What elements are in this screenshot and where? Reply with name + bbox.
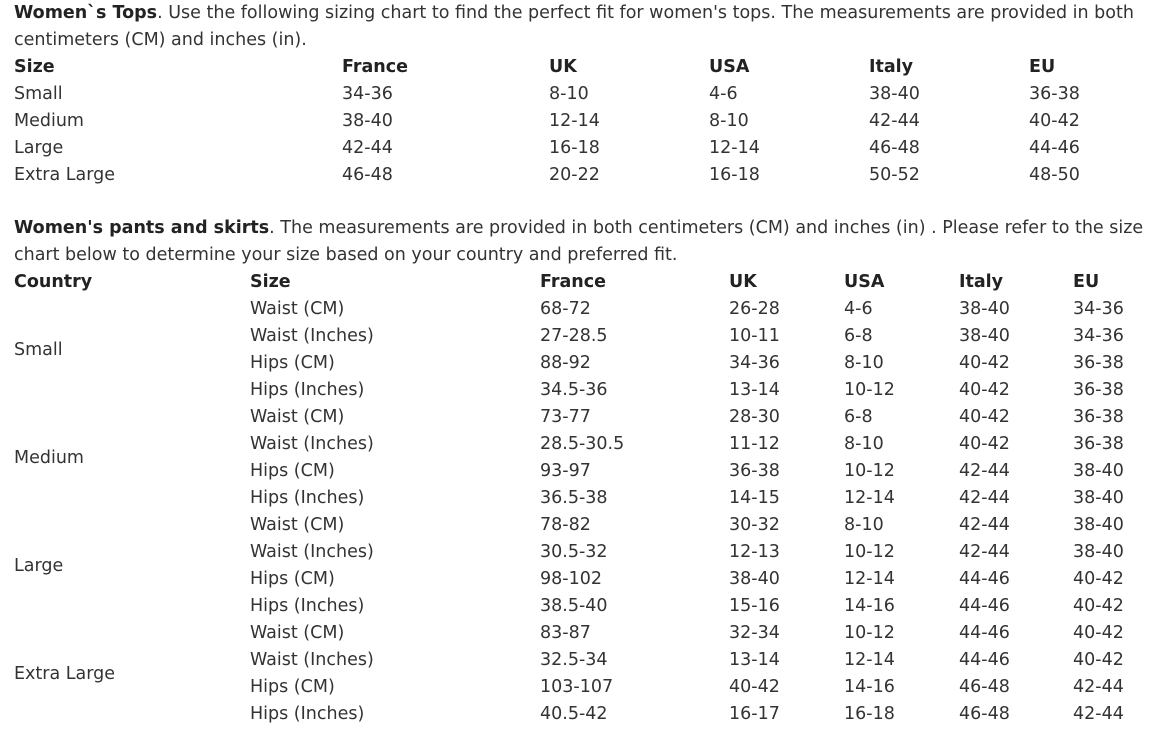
cell-eu: 38-40 [1073,461,1124,481]
cell-eu: 36-38 [1073,407,1124,427]
tops-intro [14,0,1154,54]
cell-italy: 46-48 [959,704,1010,724]
cell-eu: 48-50 [1029,165,1080,185]
cell-uk: 28-30 [729,407,780,427]
cell-italy: 50-52 [869,165,920,185]
cell-uk: 11-12 [729,434,780,454]
header-size: Size [250,272,291,292]
cell-eu: 34-36 [1073,326,1124,346]
cell-usa: 6-8 [844,407,873,427]
cell-france: 83-87 [540,623,591,643]
cell-france: 88-92 [540,353,591,373]
table-row [14,81,1170,108]
cell-usa: 6-8 [844,326,873,346]
cell-country: Small [14,339,63,360]
cell-country: Medium [14,447,84,468]
cell-uk: 20-22 [549,165,600,185]
cell-usa: 12-14 [844,488,895,508]
cell-size: Waist (CM) [250,407,345,427]
header-usa: USA [709,57,750,77]
cell-uk: 38-40 [729,569,780,589]
cell-eu: 40-42 [1073,650,1124,670]
cell-usa: 8-10 [709,111,749,131]
cell-uk: 34-36 [729,353,780,373]
header-size: Size [14,57,55,77]
cell-eu: 40-42 [1073,596,1124,616]
header-uk: UK [549,57,577,77]
cell-size: Hips (Inches) [250,380,365,400]
cell-usa: 12-14 [844,569,895,589]
pants-size-table [14,269,1170,728]
cell-eu: 36-38 [1073,353,1124,373]
cell-eu: 36-38 [1029,84,1080,104]
cell-italy: 38-40 [959,299,1010,319]
table-row [14,108,1170,135]
cell-eu: 40-42 [1073,623,1124,643]
cell-italy: 40-42 [959,353,1010,373]
cell-size: Medium [14,111,84,131]
cell-italy: 42-44 [959,461,1010,481]
cell-france: 38-40 [342,111,393,131]
cell-size: Waist (CM) [250,623,345,643]
cell-size: Waist (Inches) [250,434,374,454]
cell-usa: 12-14 [709,138,760,158]
header-france: France [342,57,408,77]
cell-uk: 12-13 [729,542,780,562]
cell-france: 78-82 [540,515,591,535]
cell-uk: 30-32 [729,515,780,535]
table-row [14,135,1170,162]
cell-country: Large [14,555,64,576]
cell-france: 46-48 [342,165,393,185]
cell-uk: 15-16 [729,596,780,616]
cell-uk: 13-14 [729,650,780,670]
cell-france: 34.5-36 [540,380,608,400]
cell-usa: 14-16 [844,596,895,616]
cell-size: Hips (CM) [250,677,335,697]
cell-usa: 10-12 [844,380,895,400]
cell-france: 36.5-38 [540,488,608,508]
cell-size: Hips (Inches) [250,488,365,508]
header-france: France [540,272,606,292]
cell-france: 32.5-34 [540,650,608,670]
cell-eu: 38-40 [1073,542,1124,562]
cell-usa: 4-6 [844,299,873,319]
pants-description: . The measurements are provided in both centimeters (CM) and inches (in) . Please refer to the size chart below to determine your size based on your country and preferred fit. [14,218,1144,265]
cell-eu: 44-46 [1029,138,1080,158]
cell-eu: 40-42 [1073,569,1124,589]
cell-uk: 14-15 [729,488,780,508]
cell-italy: 46-48 [959,677,1010,697]
cell-size: Waist (CM) [250,515,345,535]
cell-size: Hips (Inches) [250,704,365,724]
cell-france: 68-72 [540,299,591,319]
cell-usa: 8-10 [844,434,884,454]
tops-description: . Use the following sizing chart to find the perfect fit for women's tops. The measurements are provided in both centimeters (CM) and inches (in). [14,3,1134,50]
cell-eu: 38-40 [1073,488,1124,508]
cell-usa: 10-12 [844,542,895,562]
cell-italy: 40-42 [959,380,1010,400]
cell-france: 93-97 [540,461,591,481]
cell-italy: 44-46 [959,650,1010,670]
pants-intro [14,215,1154,269]
cell-eu: 36-38 [1073,380,1124,400]
cell-uk: 40-42 [729,677,780,697]
cell-uk: 16-17 [729,704,780,724]
header-usa: USA [844,272,885,292]
cell-eu: 42-44 [1073,677,1124,697]
cell-size: Large [14,138,64,158]
cell-italy: 44-46 [959,569,1010,589]
table-row [14,620,1170,647]
cell-italy: 46-48 [869,138,920,158]
cell-usa: 10-12 [844,623,895,643]
tops-title: Women`s Tops [14,3,158,23]
table-row [14,296,1170,323]
cell-size: Hips (CM) [250,461,335,481]
cell-uk: 13-14 [729,380,780,400]
cell-france: 28.5-30.5 [540,434,625,454]
cell-france: 73-77 [540,407,591,427]
cell-uk: 26-28 [729,299,780,319]
cell-size: Waist (Inches) [250,542,374,562]
cell-eu: 42-44 [1073,704,1124,724]
cell-usa: 16-18 [844,704,895,724]
cell-italy: 38-40 [959,326,1010,346]
cell-eu: 34-36 [1073,299,1124,319]
cell-eu: 40-42 [1029,111,1080,131]
cell-size: Small [14,84,63,104]
cell-usa: 14-16 [844,677,895,697]
cell-size: Hips (CM) [250,569,335,589]
header-country: Country [14,272,93,292]
cell-italy: 40-42 [959,434,1010,454]
cell-france: 38.5-40 [540,596,608,616]
cell-italy: 42-44 [869,111,920,131]
cell-italy: 44-46 [959,596,1010,616]
cell-italy: 42-44 [959,515,1010,535]
cell-italy: 38-40 [869,84,920,104]
cell-france: 30.5-32 [540,542,608,562]
cell-usa: 16-18 [709,165,760,185]
header-eu: EU [1029,57,1056,77]
cell-size: Hips (CM) [250,353,335,373]
cell-usa: 8-10 [844,353,884,373]
cell-france: 42-44 [342,138,393,158]
tops-header-row [14,54,1170,81]
cell-usa: 10-12 [844,461,895,481]
cell-france: 40.5-42 [540,704,608,724]
cell-italy: 42-44 [959,488,1010,508]
header-italy: Italy [869,57,914,77]
cell-uk: 32-34 [729,623,780,643]
table-row [14,404,1170,431]
cell-size: Hips (Inches) [250,596,365,616]
cell-usa: 12-14 [844,650,895,670]
cell-uk: 8-10 [549,84,589,104]
cell-uk: 36-38 [729,461,780,481]
cell-size: Waist (Inches) [250,326,374,346]
cell-uk: 12-14 [549,111,600,131]
tops-size-table [14,54,1170,189]
header-eu: EU [1073,272,1100,292]
cell-uk: 10-11 [729,326,780,346]
cell-italy: 40-42 [959,407,1010,427]
cell-eu: 36-38 [1073,434,1124,454]
cell-size: Waist (CM) [250,299,345,319]
table-row [14,512,1170,539]
header-uk: UK [729,272,757,292]
cell-france: 103-107 [540,677,614,697]
cell-france: 34-36 [342,84,393,104]
cell-usa: 8-10 [844,515,884,535]
cell-italy: 42-44 [959,542,1010,562]
cell-usa: 4-6 [709,84,738,104]
pants-header-row [14,269,1170,296]
header-italy: Italy [959,272,1004,292]
cell-france: 27-28.5 [540,326,608,346]
pants-title: Women's pants and skirts [14,218,270,238]
cell-size: Extra Large [14,165,115,185]
cell-italy: 44-46 [959,623,1010,643]
cell-size: Waist (Inches) [250,650,374,670]
cell-eu: 38-40 [1073,515,1124,535]
table-row [14,162,1170,189]
cell-france: 98-102 [540,569,602,589]
cell-uk: 16-18 [549,138,600,158]
cell-country: Extra Large [14,663,115,684]
